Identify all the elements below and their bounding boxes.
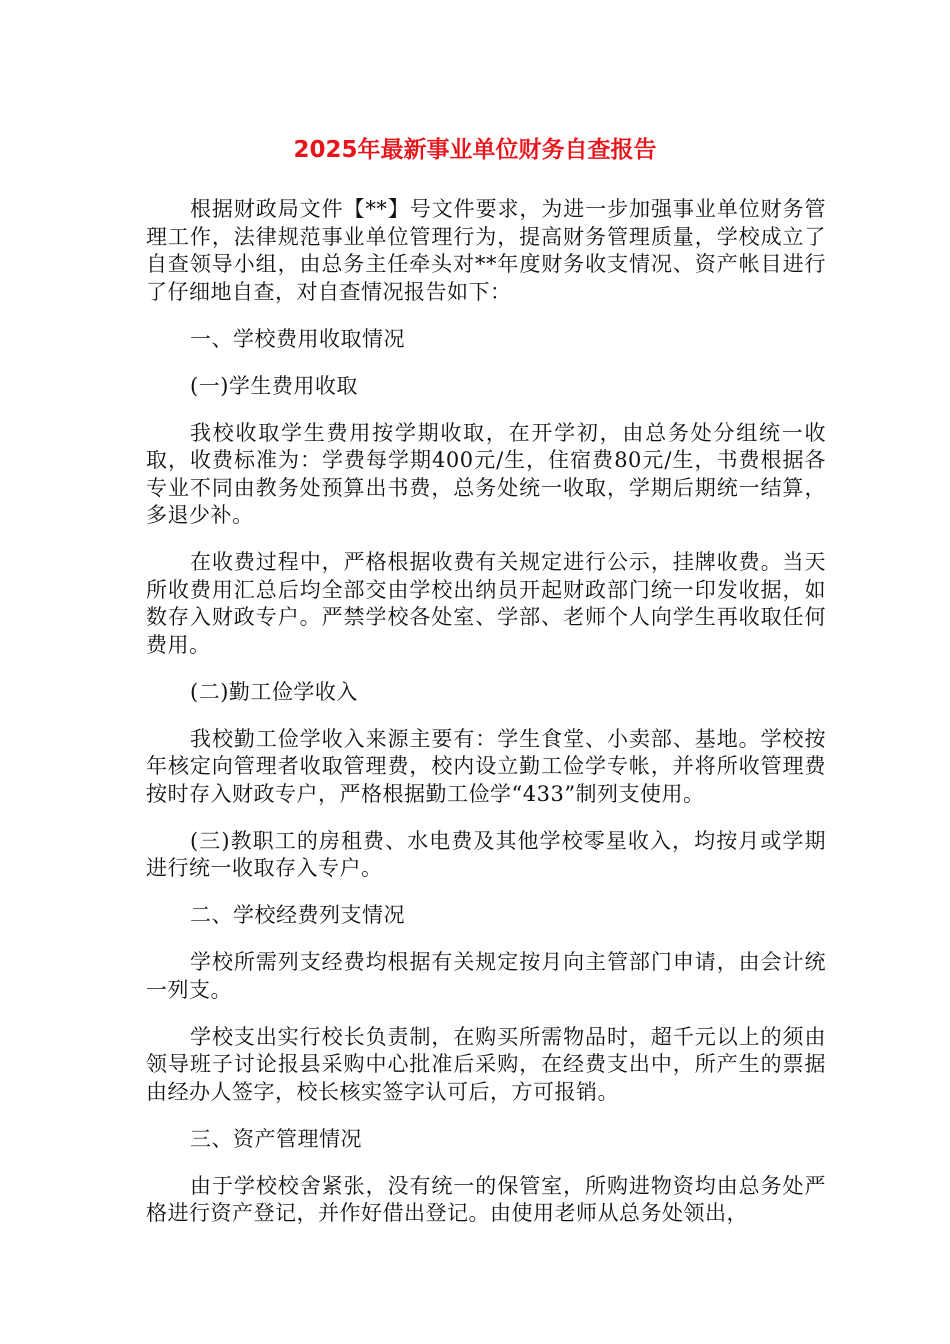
subsection-heading-1-1: (一)学生费用收取 — [190, 373, 358, 398]
paragraph: (三)教职工的房租费、水电费及其他学校零星收入，均按月或学期进行统一收取存入专户。 — [146, 828, 826, 880]
paragraph: 在收费过程中，严格根据收费有关规定进行公示，挂牌收费。当天所收费用汇总后均全部交由学校出纳员开起财政部门统一印发收据，如数存入财政专户。严禁学校各处室、学部、老师个人向学生再收取任何费用。 — [146, 550, 826, 657]
section-heading-3: 三、资产管理情况 — [190, 1126, 362, 1151]
subsection-heading-1-2: (二)勤工俭学收入 — [190, 679, 358, 704]
paragraph: 学校所需列支经费均根据有关规定按月向主管部门申请，由会计统一列支。 — [146, 950, 826, 1002]
paragraph: 由于学校校舍紧张，没有统一的保管室，所购进物资均由总务处严格进行资产登记，并作好借出登记。由使用老师从总务处领出， — [146, 1173, 826, 1225]
section-heading-1: 一、学校费用收取情况 — [190, 326, 405, 351]
paragraph: 我校收取学生费用按学期收取，在开学初，由总务处分组统一收取，收费标准为：学费每学期400元/生，住宿费80元/生，书费根据各专业不同由教务处预算出书费，总务处统一收取，学期后期统一结算，多退少补。 — [146, 420, 826, 527]
document-body — [146, 196, 826, 1247]
document-title: 2025年最新事业单位财务自查报告 — [293, 137, 657, 163]
paragraph: 学校支出实行校长负责制，在购买所需物品时，超千元以上的须由领导班子讨论报县采购中心批准后采购，在经费支出中，所产生的票据由经办人签字，校长核实签字认可后，方可报销。 — [146, 1024, 826, 1104]
section-heading-2: 二、学校经费列支情况 — [190, 903, 405, 927]
paragraph: 我校勤工俭学收入来源主要有：学生食堂、小卖部、基地。学校按年核定向管理者收取管理费，校内设立勤工俭学专帐，并将所收管理费按时存入财政专户，严格根据勤工俭学“433”制列支使用。 — [146, 726, 826, 806]
paragraph-intro: 根据财政局文件【**】号文件要求，为进一步加强事业单位财务管理工作，法律规范事业单位管理行为，提高财务管理质量，学校成立了自查领导小组，由总务主任牵头对**年度财务收支情况、资产帐目进行了仔细地自查，对自查情况报告如下： — [146, 197, 826, 304]
